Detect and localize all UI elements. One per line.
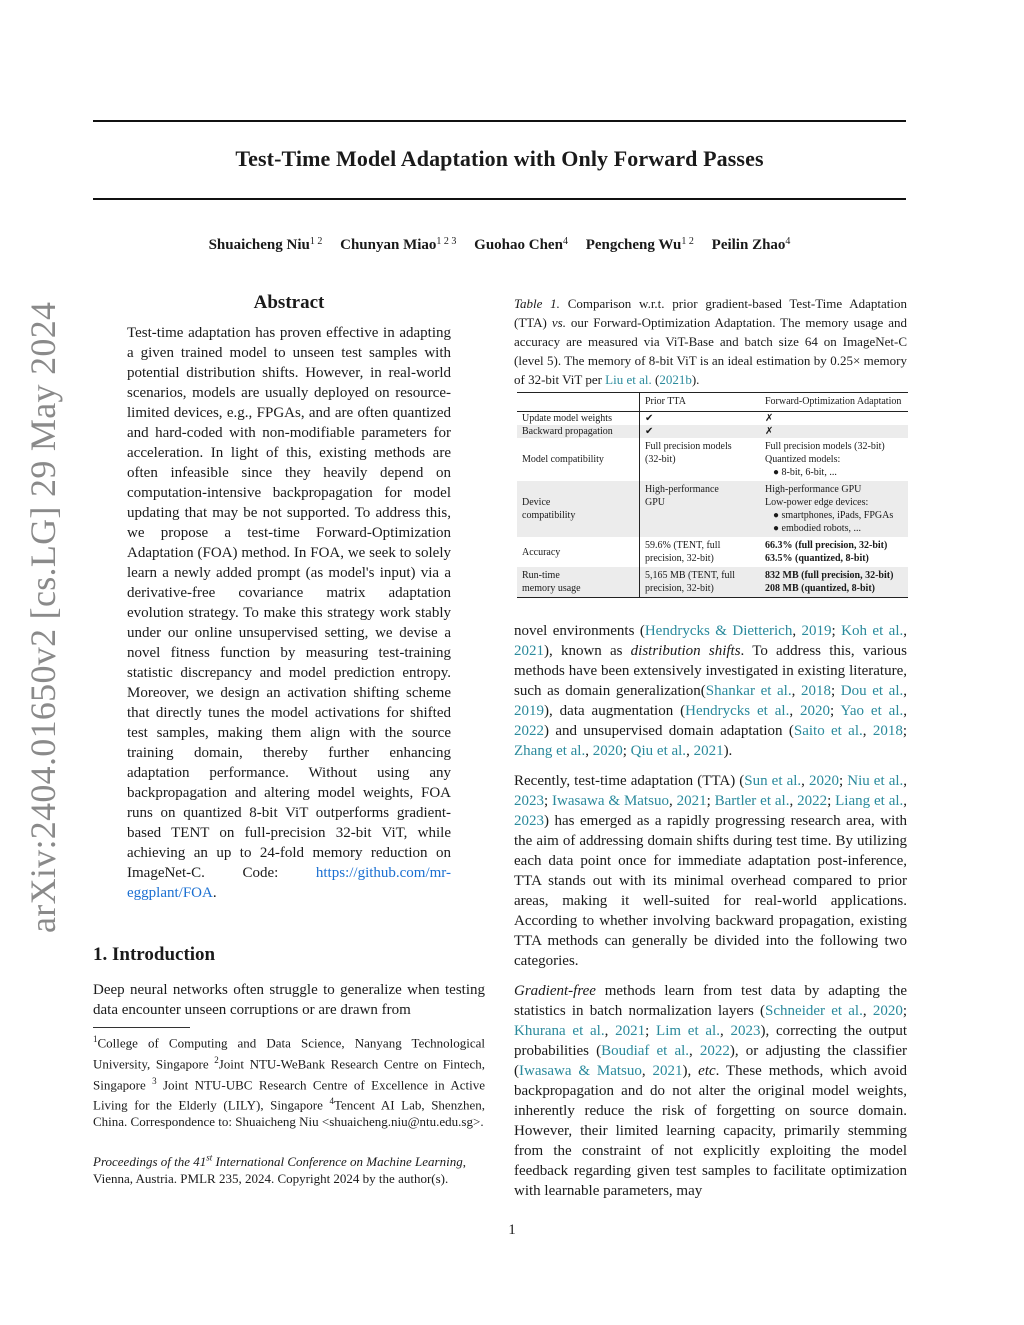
- section-heading-introduction: 1. Introduction: [93, 944, 216, 965]
- introduction-text: Deep neural networks often struggle to generalize when testing data encounter unseen corruptions or are drawn from: [93, 982, 485, 1018]
- abstract-text: Test-time adaptation has proven effective in adapting a given trained model to unseen test samples with potential distribution shifts. However, in real-world scenarios, models are usually deployed on resource-limited devices, e.g., FPGAs, and are often quantized and hard-coded with non-modifiable parameters for acceleration. In light of this, existing methods are often infeasible since they heavily depend on computation-intensive backpropagation for model updating that may be not supported. To address this, we propose a test-time Forward-Optimization Adaptation (FOA) method. In FOA, we seek to solely learn a newly added prompt (as model's input) via a derivative-free covariance matrix adaptation evolution strategy. To make this strategy work stably under our online unsupervised setting, we devise a novel fitness function by measuring test-training statistic discrepancy and model prediction entropy. Moreover, we design an activation shifting scheme that directly tunes the model activations for shifted test samples, making them align with the source training domain, thereby further enhancing adaptation performance. Without using any backpropagation and altering model weights, FOA runs on quantized 8-bit ViT outperforms gradient-based TENT on full-precision 32-bit ViT, while achieving an up to 24-fold memory reduction on ImageNet-C.: [127, 325, 451, 881]
- table-cell: ✔: [640, 425, 761, 438]
- citation-link[interactable]: Hendrycks & Dietterich: [644, 623, 793, 639]
- body-text: ,: [789, 793, 798, 809]
- body-text: ,: [903, 773, 908, 789]
- table-cell: Accuracy: [522, 546, 561, 558]
- title-top-rule: [93, 120, 906, 122]
- body-text: novel environments (: [514, 623, 645, 639]
- affiliation-footnote: $^1$College of Computing and Data Science, Nanyang Technological University, Singapore $^2$Joint NTU-WeBank Research Centre on Fintech, Singapore $^3$ Joint NTU-UBC Research Centre of Excellence in Active Living for the Elderly (LILY), Singapore $^4$Tencent AI Lab, Shenzhen, China. Correspondence to: Shuaicheng Niu <shuaicheng.niu@ntu.edu.sg>.: [93, 1034, 485, 1130]
- body-text: ,: [791, 683, 801, 699]
- table-cell: High-performance GPU: [640, 481, 761, 537]
- table-cell: Update model weights: [522, 413, 612, 424]
- author: Guohao Chen$^4$: [474, 236, 568, 253]
- body-text: ,: [903, 683, 907, 699]
- author: Chunyan Miao$^{1 2 3}$: [340, 236, 457, 253]
- paragraph-tta-overview: [514, 771, 907, 971]
- title-bottom-rule: [93, 198, 906, 200]
- comparison-table: [517, 392, 908, 598]
- citation-link[interactable]: 2021b: [659, 372, 692, 387]
- citation-link[interactable]: 2022: [797, 793, 828, 809]
- table-row: [517, 481, 908, 537]
- citation-link[interactable]: Boudiaf et al.: [601, 1043, 690, 1059]
- body-text: ), or adjusting the classifier (: [514, 1043, 908, 1079]
- body-text: methods learn from test data by adapting the statistics in batch normalization layers (: [514, 983, 907, 1019]
- author: Peilin Zhao$^4$: [711, 236, 791, 253]
- citation-link[interactable]: Khurana et al.: [514, 1023, 605, 1039]
- citation-link[interactable]: 2023: [730, 1023, 761, 1039]
- table-row: [517, 438, 908, 481]
- citation-link[interactable]: Iwasawa & Matsuo: [519, 1063, 642, 1079]
- body-text: ),: [682, 1063, 699, 1079]
- body-text: ;: [827, 793, 836, 809]
- body-text: ,: [719, 1023, 731, 1039]
- page-number: 1: [508, 1222, 516, 1238]
- emphasis-text: distribution shifts: [630, 643, 741, 659]
- citation-link[interactable]: Bartler et al.: [714, 793, 790, 809]
- emphasis-text: Gradient-free: [514, 983, 596, 999]
- author: Shuaicheng Niu$^{1 2}$: [208, 236, 323, 253]
- body-text: . To address this, various methods have been extensively investigated in existing literature, such as domain generalization(: [514, 643, 907, 699]
- citation-link[interactable]: Schneider et al.: [765, 1003, 863, 1019]
- body-text: ,: [792, 623, 802, 639]
- code-end: .: [212, 885, 217, 901]
- citation-link[interactable]: Hendrycks et al.: [685, 703, 790, 719]
- table-cell: ✗: [765, 426, 774, 437]
- code-label: Code:: [242, 865, 279, 881]
- table-header: Prior TTA: [640, 393, 761, 412]
- emphasis-text: etc: [698, 1063, 716, 1079]
- body-text: ,: [668, 793, 677, 809]
- citation-link[interactable]: 2022: [514, 723, 544, 739]
- code-link[interactable]: https://github.com/mr-eggplant/FOA: [127, 865, 452, 901]
- citation-link[interactable]: 2023: [514, 793, 544, 809]
- citation-link[interactable]: Qiu et al.: [630, 743, 687, 759]
- citation-link[interactable]: Yao et al.: [840, 703, 904, 719]
- citation-link[interactable]: 2020: [592, 743, 623, 759]
- body-text: ), correcting the output probabilities (: [514, 1023, 907, 1059]
- citation-link[interactable]: 2021: [693, 743, 724, 759]
- citation-link[interactable]: Saito et al.: [793, 723, 863, 739]
- citation-link[interactable]: 2019: [514, 703, 544, 719]
- abstract-heading: Abstract: [253, 292, 325, 313]
- citation-link[interactable]: 2021: [652, 1063, 683, 1079]
- citation-link[interactable]: 2019: [801, 623, 832, 639]
- citation-link[interactable]: Dou et al.: [840, 683, 904, 699]
- body-text: ,: [903, 703, 907, 719]
- table-cell: 59.6% (TENT, full precision, 32-bit): [640, 537, 761, 567]
- body-text: ,: [801, 773, 809, 789]
- table-row: [517, 425, 908, 438]
- body-text: ;: [830, 703, 841, 719]
- citation-link[interactable]: 2021: [676, 793, 707, 809]
- table-cell: 66.3% (full precision, 32-bit) 63.5% (quantized, 8-bit): [765, 540, 888, 564]
- body-text: ;: [902, 723, 907, 739]
- table-caption: Table 1. Comparison w.r.t. prior gradient-based Test-Time Adaptation (TTA) vs. our Forward-Optimization Adaptation. The memory usage and accuracy are measured via ViT-Base and batch size 64 on ImageNet-C (level 5). The memory of 8-bit ViT is an ideal estimation by 0.25× memory of 32-bit ViT per Liu et al. (2021b).: [514, 296, 907, 387]
- table-cell: Device compatibility: [522, 497, 576, 521]
- table-row: [517, 537, 908, 567]
- table-cell: ✗: [765, 413, 774, 424]
- body-text: ;: [706, 793, 715, 809]
- table-row: [517, 412, 908, 426]
- footnote-rule: [93, 1027, 190, 1028]
- body-text: ,: [585, 743, 593, 759]
- table-cell: High-performance GPU Low-power edge devices: ● smartphones, iPads, FPGAs ● embodied robots, ...: [765, 484, 894, 534]
- citation-link[interactable]: 2021: [615, 1023, 646, 1039]
- body-text: ,: [789, 703, 800, 719]
- body-text: ,: [689, 1043, 700, 1059]
- table-cell: Full precision models (32-bit) Quantized models: ● 8-bit, 6-bit, ...: [765, 441, 885, 478]
- paper-title: Test-Time Model Adaptation with Only Forward Passes: [235, 146, 764, 171]
- citation-link[interactable]: 2018: [872, 723, 903, 739]
- author-list: [93, 236, 906, 254]
- body-text: ).: [723, 743, 733, 759]
- table-cell: ✔: [640, 412, 761, 426]
- body-text: ) has emerged as a rapidly progressing research area, with the aim of addressing domain shifts during test time. By utilizing each data point once for immediate adaptation post-inference, TTA stands out with its minimal overhead compared to prior areas, making it well-suited for real-world applications. According to whether involving backward propagation, existing TTA methods can generally be divided into the following two categories.: [514, 813, 907, 969]
- citation-link[interactable]: 2023: [514, 813, 544, 829]
- table-cell: Backward propagation: [522, 426, 613, 437]
- table-cell: Run-time memory usage: [522, 570, 581, 594]
- body-text: ;: [902, 1003, 907, 1019]
- table-cell: Full precision models (32-bit): [640, 438, 761, 481]
- body-text: Recently, test-time adaptation (TTA) (: [514, 773, 745, 789]
- body-text: ;: [622, 743, 631, 759]
- citation-link[interactable]: 2021: [514, 643, 544, 659]
- body-text: ), known as: [544, 643, 631, 659]
- body-text: . These methods, which avoid backpropagation and do not alter the original model weights, inherently reduce the risk of forgetting on source domain. However, their limited learning capacity, primarily stemming from the constraint of not explicitly exploiting the model feedback regarding given test samples to facilitate optimization with learnable parameters, may: [514, 1063, 908, 1199]
- body-text: ;: [544, 793, 553, 809]
- arxiv-stamp: arXiv:2404.01650v2 [cs.LG] 29 May 2024: [23, 301, 63, 933]
- body-text: ,: [641, 1063, 653, 1079]
- body-text: ,: [903, 793, 908, 809]
- table-cell: 832 MB (full precision, 32-bit) 208 MB (quantized, 8-bit): [765, 570, 894, 594]
- citation-link[interactable]: 2020: [808, 773, 839, 789]
- body-text: ,: [903, 623, 907, 639]
- table-cell: Model compatibility: [522, 454, 604, 465]
- body-text: ;: [831, 623, 842, 639]
- body-text: ) and unsupervised domain adaptation (: [544, 723, 794, 739]
- proceedings-note: Proceedings of the 41st International Conference on Machine Learning, Vienna, Austria. PMLR 235, 2024. Copyright 2024 by the author(s).: [93, 1153, 466, 1186]
- body-text: ;: [645, 1023, 657, 1039]
- citation-link[interactable]: Liu et al.: [605, 372, 652, 387]
- table-header: [517, 393, 640, 412]
- citation-link[interactable]: Shankar et al.: [705, 683, 792, 699]
- body-text: ,: [686, 743, 694, 759]
- body-text: ,: [862, 1003, 873, 1019]
- citation-link[interactable]: 2022: [699, 1043, 730, 1059]
- table-cell: 5,165 MB (TENT, full precision, 32-bit): [640, 567, 761, 598]
- paragraph-gradient-free: [514, 981, 907, 1201]
- citation-link[interactable]: Sun et al.: [744, 773, 802, 789]
- citation-link[interactable]: Liang et al.: [835, 793, 904, 809]
- abstract-body: [127, 323, 451, 903]
- author: Pengcheng $Wu^{1 2}$: [585, 236, 694, 253]
- citation-link[interactable]: Niu et al.: [847, 773, 904, 789]
- body-text: ;: [830, 683, 841, 699]
- paragraph-distribution-shifts: [514, 621, 907, 761]
- body-text: ), data augmentation (: [544, 703, 686, 719]
- citation-link[interactable]: 2020: [800, 703, 830, 719]
- citation-link[interactable]: Zhang et al.: [514, 743, 586, 759]
- table-row: [517, 567, 908, 598]
- citation-link[interactable]: Koh et al.: [841, 623, 904, 639]
- body-text: ;: [838, 773, 848, 789]
- body-text: ,: [862, 723, 873, 739]
- table-header: Forward-Optimization Adaptation: [765, 396, 902, 407]
- citation-link[interactable]: Lim et al.: [656, 1023, 720, 1039]
- citation-link[interactable]: 2020: [872, 1003, 903, 1019]
- citation-link[interactable]: Iwasawa & Matsuo: [552, 793, 669, 809]
- body-text: ,: [604, 1023, 616, 1039]
- citation-link[interactable]: 2018: [800, 683, 831, 699]
- table-header-row: [517, 393, 908, 412]
